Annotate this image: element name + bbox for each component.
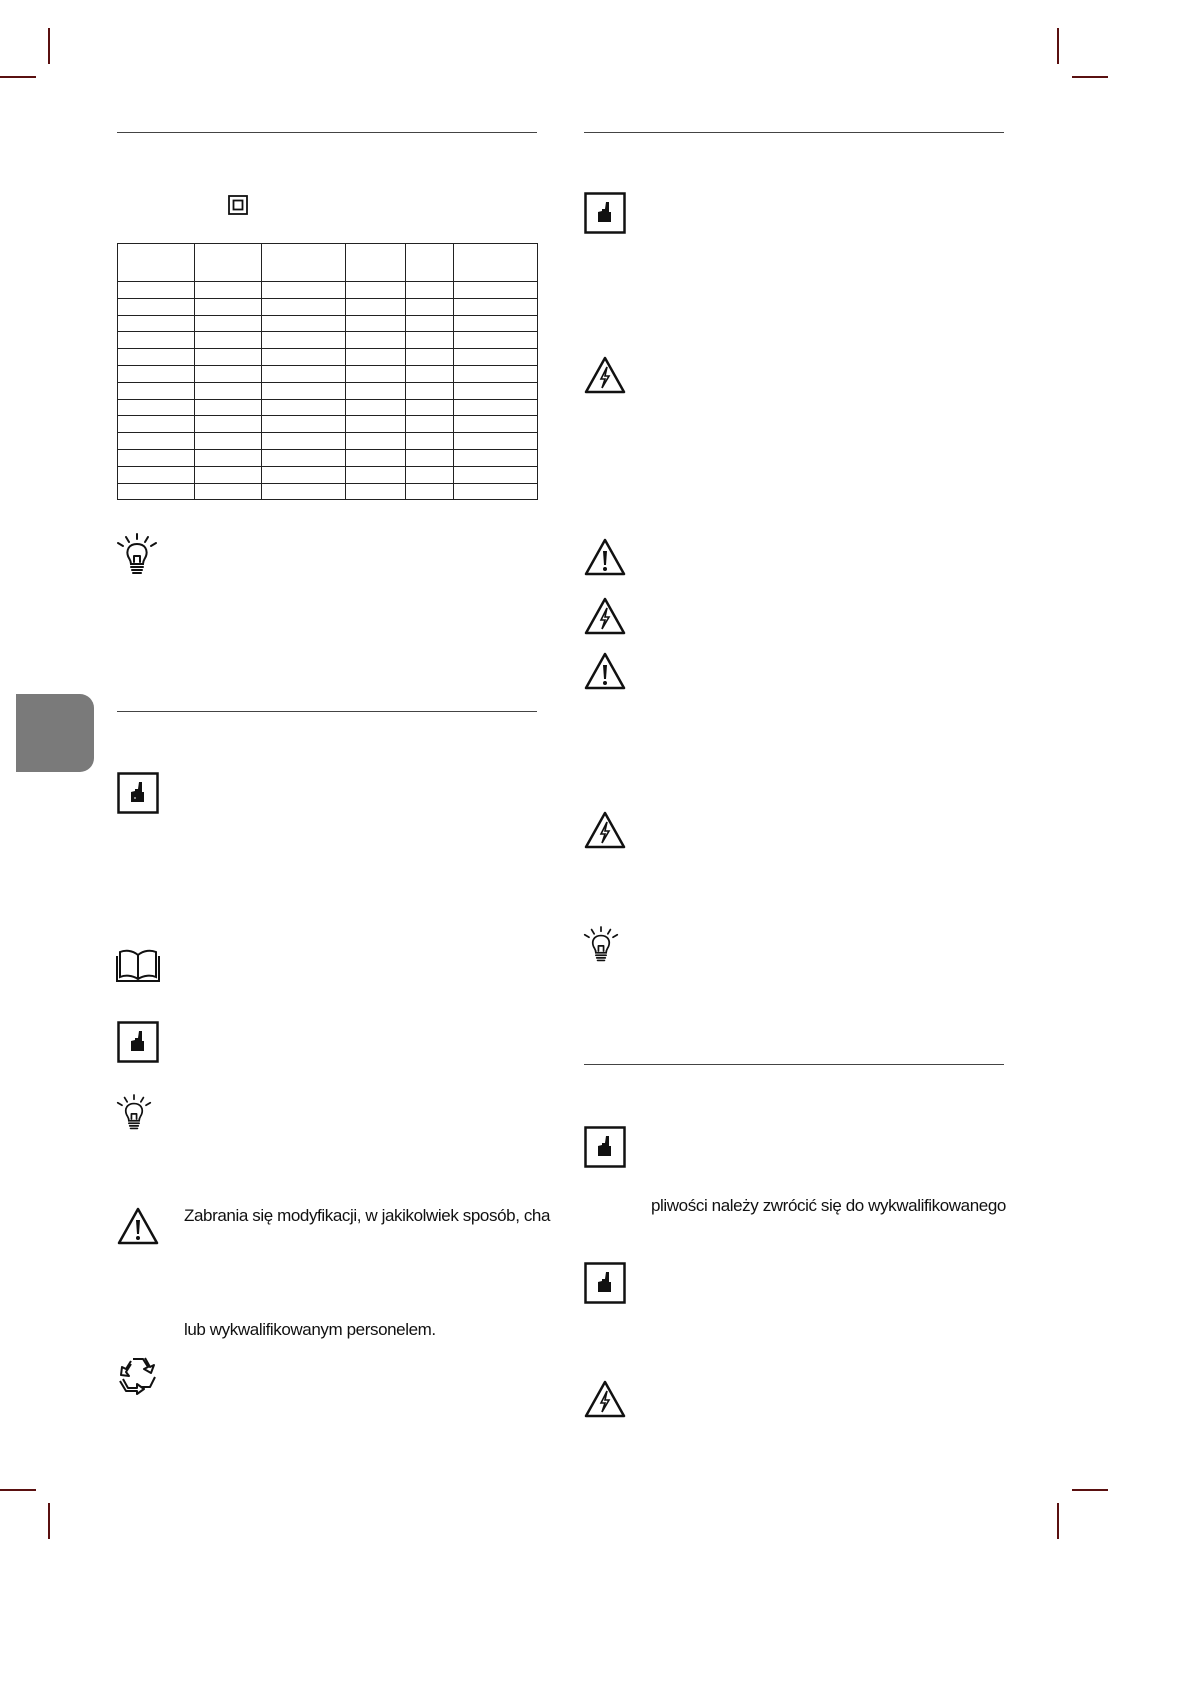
table-cell <box>406 365 454 382</box>
specification-table <box>117 243 538 500</box>
table-cell <box>454 399 538 416</box>
table-cell <box>118 282 195 299</box>
table-cell <box>195 433 262 450</box>
table-cell <box>454 466 538 483</box>
table-cell <box>454 332 538 349</box>
table-row <box>118 349 538 366</box>
table-cell <box>195 282 262 299</box>
table-cell <box>454 416 538 433</box>
table-cell <box>118 365 195 382</box>
table-cell <box>195 483 262 500</box>
side-chapter-tab <box>16 694 94 772</box>
table-cell <box>262 416 346 433</box>
table-cell <box>346 466 406 483</box>
table-cell <box>195 399 262 416</box>
table-row <box>118 282 538 299</box>
table-cell <box>118 382 195 399</box>
table-cell <box>454 483 538 500</box>
electric-hazard-icon <box>583 355 627 395</box>
table-cell <box>346 416 406 433</box>
table-cell <box>195 382 262 399</box>
class-ii-double-insulation-icon <box>228 195 248 215</box>
table-header-cell <box>118 244 195 282</box>
table-cell <box>262 332 346 349</box>
table-row <box>118 365 538 382</box>
table-cell <box>118 399 195 416</box>
table-cell <box>406 416 454 433</box>
table-cell <box>262 349 346 366</box>
table-row <box>118 382 538 399</box>
hand-note-icon <box>117 1021 159 1063</box>
crop-mark-top-left-h <box>0 76 36 78</box>
table-cell <box>406 332 454 349</box>
table-cell <box>454 449 538 466</box>
table-row <box>118 298 538 315</box>
prohibition-text-line: Zabrania się modyfikacji, w jakikolwiek sposób, cha <box>184 1206 551 1225</box>
table-header-cell <box>454 244 538 282</box>
table-header-row <box>118 244 538 282</box>
table-cell <box>346 449 406 466</box>
table-cell <box>262 298 346 315</box>
table-cell <box>195 449 262 466</box>
table-cell <box>454 298 538 315</box>
table-cell <box>118 483 195 500</box>
table-cell <box>195 365 262 382</box>
table-cell <box>406 399 454 416</box>
warning-exclamation-icon <box>116 1206 160 1246</box>
recycle-icon <box>117 1355 159 1397</box>
lightbulb-tip-icon <box>116 1093 152 1133</box>
table-cell <box>406 298 454 315</box>
table-cell <box>262 483 346 500</box>
table-cell <box>406 449 454 466</box>
crop-mark-bottom-right-h <box>1072 1489 1108 1491</box>
section-rule-right-top <box>584 132 1004 133</box>
table-cell <box>118 449 195 466</box>
hand-note-icon <box>584 1126 626 1168</box>
table-cell <box>262 382 346 399</box>
table-cell <box>262 282 346 299</box>
table-cell <box>262 365 346 382</box>
table-header-cell <box>406 244 454 282</box>
warning-exclamation-icon <box>583 651 627 691</box>
table-cell <box>406 483 454 500</box>
table-row <box>118 466 538 483</box>
table-cell <box>406 433 454 450</box>
table-cell <box>262 399 346 416</box>
table-cell <box>346 282 406 299</box>
table-cell <box>454 282 538 299</box>
table-cell <box>346 332 406 349</box>
table-row <box>118 332 538 349</box>
crop-mark-bottom-left-h <box>0 1489 36 1491</box>
table-cell <box>346 382 406 399</box>
personnel-text-line: lub wykwalifikowanym personelem. <box>184 1320 436 1339</box>
table-cell <box>406 349 454 366</box>
table-header-cell <box>346 244 406 282</box>
table-row <box>118 483 538 500</box>
hand-note-icon <box>584 192 626 234</box>
table-cell <box>118 332 195 349</box>
table-cell <box>406 282 454 299</box>
table-cell <box>346 399 406 416</box>
table-cell <box>346 349 406 366</box>
section-rule-left-top <box>117 132 537 133</box>
table-cell <box>118 349 195 366</box>
table-cell <box>346 315 406 332</box>
section-rule-left-mid <box>117 711 537 712</box>
crop-mark-top-left-v <box>48 28 50 64</box>
hand-note-icon <box>117 772 159 814</box>
electric-hazard-icon <box>583 1379 627 1419</box>
hand-note-icon <box>584 1262 626 1304</box>
crop-mark-top-right-h <box>1072 76 1108 78</box>
table-cell <box>346 298 406 315</box>
lightbulb-tip-icon <box>583 925 619 965</box>
table-header-cell <box>262 244 346 282</box>
table-cell <box>346 483 406 500</box>
table-row <box>118 315 538 332</box>
table-cell <box>118 298 195 315</box>
table-cell <box>262 449 346 466</box>
table-cell <box>118 416 195 433</box>
table-cell <box>195 332 262 349</box>
table-cell <box>454 349 538 366</box>
table-row <box>118 399 538 416</box>
table-cell <box>262 433 346 450</box>
table-row <box>118 449 538 466</box>
electric-hazard-icon <box>583 596 627 636</box>
table-cell <box>195 315 262 332</box>
table-cell <box>118 433 195 450</box>
manual-book-icon <box>116 947 160 983</box>
table-header-cell <box>195 244 262 282</box>
table-cell <box>262 315 346 332</box>
table-cell <box>118 315 195 332</box>
table-cell <box>195 298 262 315</box>
table-cell <box>406 466 454 483</box>
crop-mark-bottom-left-v <box>48 1503 50 1539</box>
crop-mark-bottom-right-v <box>1057 1503 1059 1539</box>
table-cell <box>406 382 454 399</box>
table-row <box>118 433 538 450</box>
table-cell <box>454 315 538 332</box>
qualified-text-line: pliwości należy zwrócić się do wykwalifikowanego <box>651 1196 1006 1215</box>
table-cell <box>454 433 538 450</box>
table-cell <box>346 365 406 382</box>
table-cell <box>454 365 538 382</box>
table-cell <box>406 315 454 332</box>
warning-exclamation-icon <box>583 537 627 577</box>
lightbulb-tip-icon <box>116 532 158 578</box>
table-cell <box>346 433 406 450</box>
table-cell <box>195 416 262 433</box>
electric-hazard-icon <box>583 810 627 850</box>
crop-mark-top-right-v <box>1057 28 1059 64</box>
table-cell <box>262 466 346 483</box>
table-cell <box>195 466 262 483</box>
table-row <box>118 416 538 433</box>
table-cell <box>195 349 262 366</box>
section-rule-right-lower <box>584 1064 1004 1065</box>
table-cell <box>118 466 195 483</box>
table-cell <box>454 382 538 399</box>
